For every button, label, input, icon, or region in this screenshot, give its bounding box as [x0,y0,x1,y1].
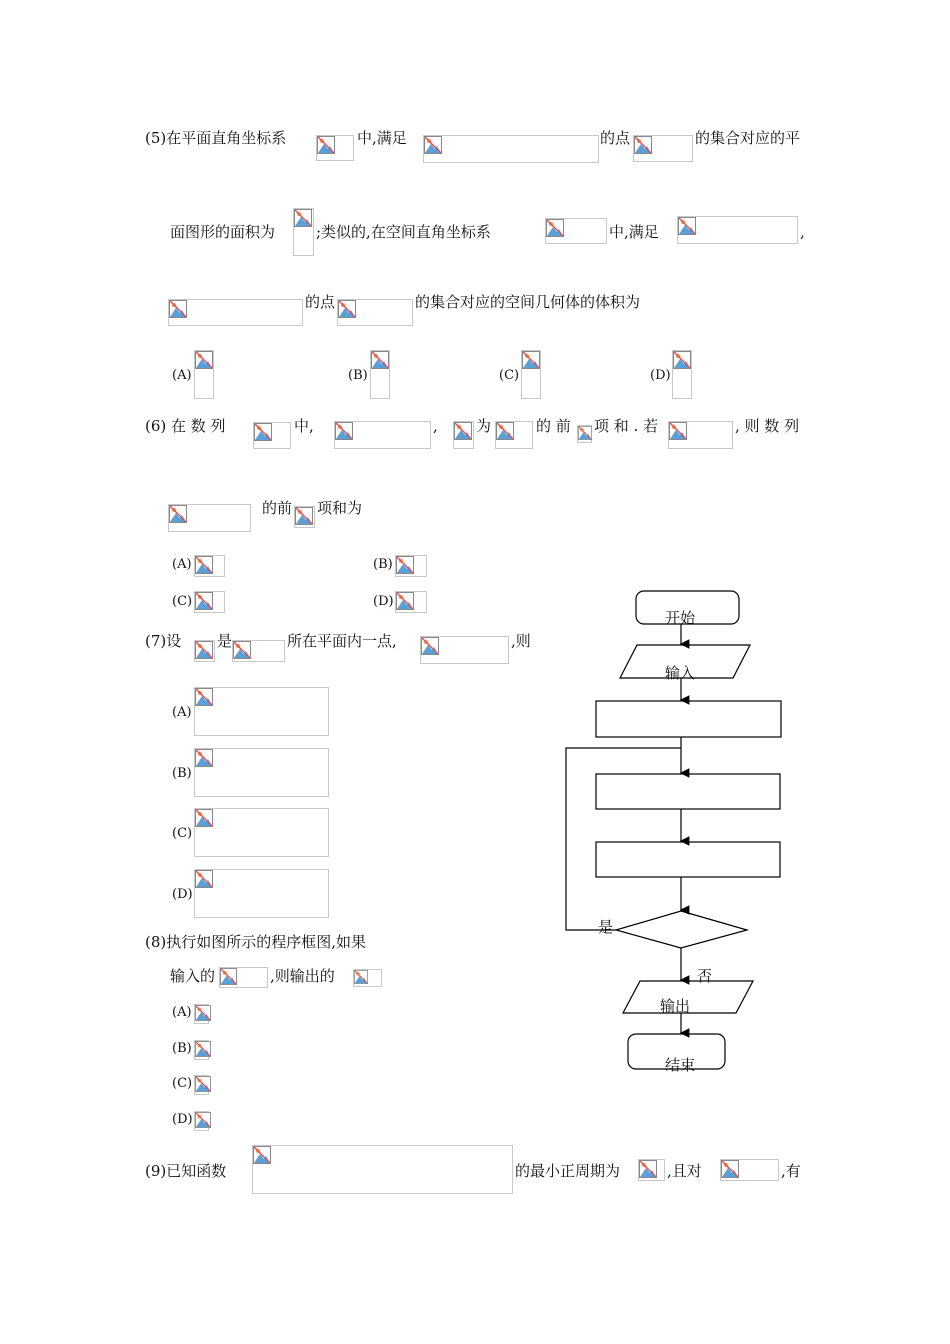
q7-text: 所在平面内一点, [287,632,397,650]
option-label: (D) [650,368,671,383]
q5-text: 的集合对应的平 [695,129,801,147]
q6-text: 项 和 . 若 [594,417,659,435]
option-label: (D) [172,887,193,902]
q6-text: 为 [476,417,492,435]
yes-label: 是 [598,918,614,936]
q9-text: 的最小正周期为 [515,1162,621,1180]
end-label: 结束 [665,1056,696,1074]
option-label: (D) [373,594,394,609]
start-label: 开始 [665,609,696,627]
q6-text: 项和为 [317,499,363,517]
process-box-2 [596,774,780,809]
decision-box [616,911,747,948]
no-label: 否 [697,967,713,985]
input-label: 输入 [665,664,696,682]
option-label: (C) [172,1076,193,1091]
q5-text: , [800,223,805,241]
option-label: (C) [172,826,193,841]
q6-text: , [433,417,438,435]
option-label: (A) [172,368,192,383]
option-label: (C) [172,594,193,609]
option-label: (B) [348,368,368,383]
process-box-3 [596,842,780,877]
q5-text: (5)在平面直角坐标系 [145,129,287,147]
q6-text: 中, [294,417,314,435]
q6-text: , 则 数 列 [735,417,800,435]
q9-text: ,且对 [667,1162,702,1180]
q7-text: ,则 [511,632,531,650]
q8-text: ,则输出的 [270,967,335,985]
option-label: (C) [499,368,520,383]
q5-text: 中,满足 [609,223,659,241]
q5-text: 的集合对应的空间几何体的体积为 [415,293,641,311]
q5-text: 面图形的面积为 [170,223,276,241]
q6-text: (6) 在 数 列 [145,417,226,435]
q5-text: 的点 [305,293,336,311]
process-box-1 [596,701,781,737]
q5-text: 中,满足 [357,129,407,147]
q5-text: 的点 [600,129,631,147]
q6-text: 的前 [262,499,293,517]
option-label: (D) [172,1112,193,1127]
q8-text: (8)执行如图所示的程序框图,如果 [145,933,367,951]
option-label: (A) [172,1005,192,1020]
q6-text: 的 前 [536,417,571,435]
option-label: (A) [172,705,192,720]
q7-text: 是 [217,632,233,650]
q9-text: (9)已知函数 [145,1162,227,1180]
option-label: (B) [172,1041,192,1056]
option-label: (B) [172,766,192,781]
q9-text: ,有 [781,1162,801,1180]
option-label: (A) [172,557,192,572]
output-label: 输出 [660,997,691,1015]
q5-text: ;类似的,在空间直角坐标系 [316,223,491,241]
option-label: (B) [373,557,393,572]
q8-text: 输入的 [170,967,216,985]
q7-text: (7)设 [145,632,182,650]
